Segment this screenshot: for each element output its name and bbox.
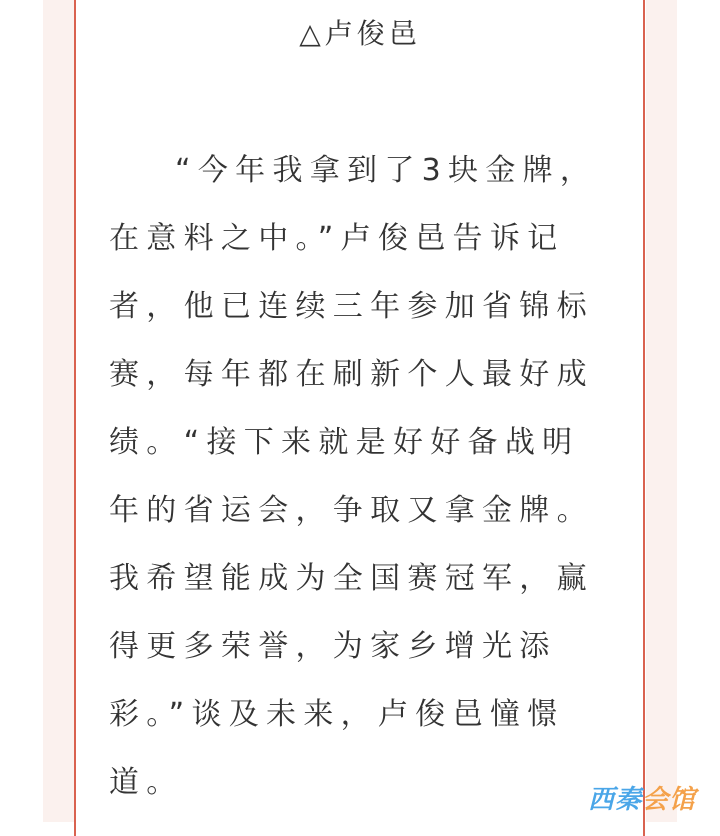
left-margin-strip [43, 0, 75, 822]
photo-caption: △卢俊邑 [299, 17, 421, 50]
article-paragraph: “今年我拿到了3块金牌，在意料之中。”卢俊邑告诉记者，他已连续三年参加省锦标赛，每年都在刷新个人最好成绩。“接下来就是好好备战明年的省运会，争取又拿金牌。我希望能成为全国赛冠军，赢得更多荣誉，为家乡增光添彩。”谈及未来，卢俊邑憧憬道。 [109, 153, 598, 800]
watermark-text-part1: 西秦 [588, 785, 643, 815]
right-margin-strip [646, 0, 677, 822]
watermark-logo [588, 782, 710, 818]
watermark-text-part2: 会馆 [642, 785, 697, 815]
